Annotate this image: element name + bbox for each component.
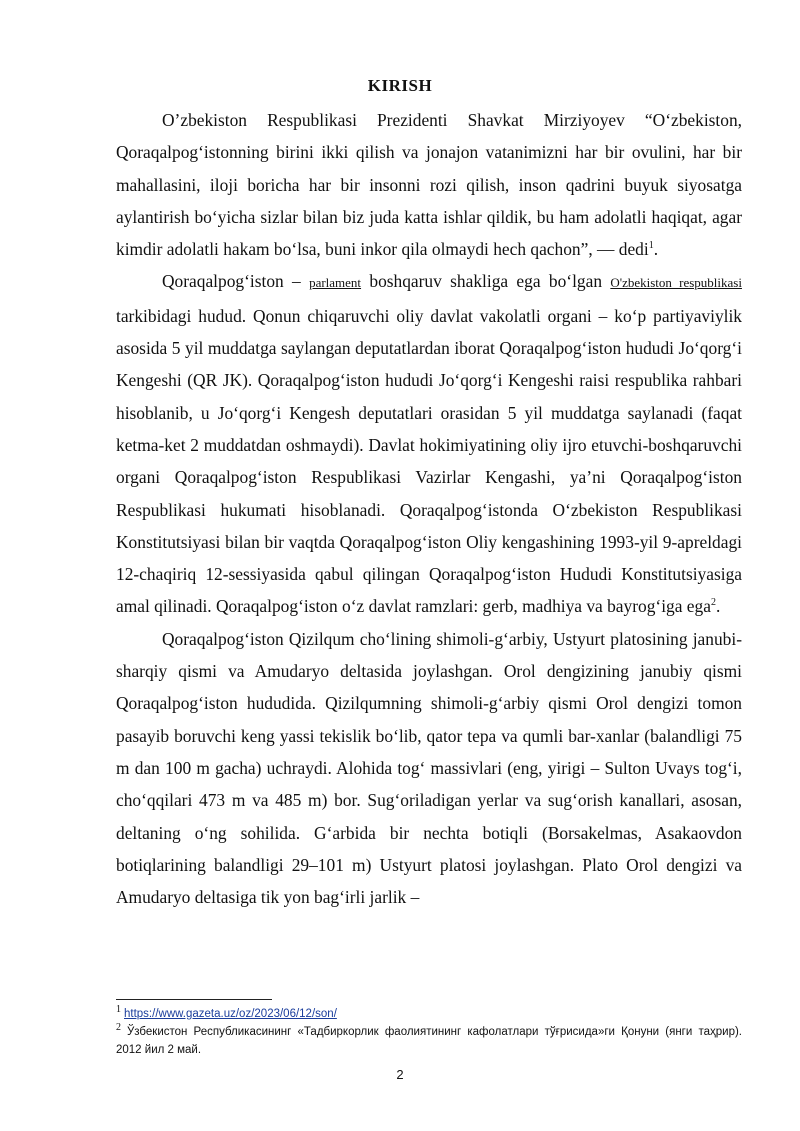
paragraph-2-mid: boshqaruv shakliga ega bo‘lgan	[369, 271, 603, 292]
page-number: 2	[396, 1067, 404, 1082]
paragraph-1-text: O’zbekiston Respublikasi Prezidenti Shavkat Mirziyoyev “O‘zbekiston, Qoraqalpog‘istonning birini ikki qilish va jonajon vatanimizni har bir ovulini, har bir mahallasini, iloji boricha har bir insonni rozi qilish, inson qadrini buyuk siyosatga aylantirish bo‘yicha sizlar bilan biz juda katta ishlar qildik, bu ham adolatli haqiqat, agar kimdir adolatli hakam bo‘lsa, buni inkor qila olmaydi hech qachon”, — dedi	[116, 110, 742, 260]
section-heading: KIRISH	[367, 76, 433, 95]
paragraph-2-lead: Qoraqalpog‘iston –	[162, 271, 301, 292]
paragraph-3	[116, 623, 742, 914]
body-text	[116, 104, 742, 913]
paragraph-2: Qoraqalpog‘iston – parlament boshqaruv shakliga ega bo‘lgan O'zbekiston respublikasi tarkibidagi hudud. Qonun chiqaruvchi oliy davlat vakolatli organi – ko‘p partiyaviylik asosida 5 yil muddatga saylangan deputatlardan iborat Qoraqalpog‘iston hududi Jo‘qorg‘i Kengeshi (QR JK). Qoraqalpog‘iston hududi Jo‘qorg‘i Kengeshi raisi respublika rahbari hisoblanib, u Jo‘qorg‘i Kengesh deputatlari orasidan 5 yil muddatga saylanadi (faqat ketma-ket 2 muddatdan oshmaydi). Davlat hokimiyatining oliy ijro etuvchi-boshqaruvchi organi Qoraqalpog‘iston Respublikasi Vazirlar Kengashi, ya’ni Qoraqalpog‘iston Respublikasi hukumati hisoblanadi. Qoraqalpog‘istonda O‘zbekiston Respublikasi Konstitutsiyasi bilan bir vaqtda Qoraqalpog‘iston Oliy kengashining 1993-yil 9-apreldagi 12-chaqiriq 12-sessiyasida qabul qilingan Qoraqalpog‘iston Hududi Konstitutsiyasiga amal qilinadi. Qoraqalpog‘iston o‘z davlat ramzlari: gerb, madhiya va bayrog‘iga ega$^2$.	[116, 271, 742, 617]
footnote-ref-1[interactable]: 1	[648, 240, 654, 252]
footnote-1	[116, 1005, 742, 1023]
footnote-1-link[interactable]: https://www.gazeta.uz/oz/2023/06/12/son/	[124, 1008, 337, 1020]
footnote-divider	[116, 999, 272, 1000]
paragraph-3-text: Qoraqalpog‘iston Qizilqum cho‘lining shimoli-g‘arbiy, Ustyurt platosining janubi-sharqiy qismi va Amudaryo deltasida joylashgan. Orol dengizining janubiy qismi Qoraqalpog‘iston hududida. Qizilqumning shimoli-g‘arbiy qismi Orol dengizi tomon pasayib boruvchi keng yassi tekislik bo‘lib, qator tepa va qumli bar-xanlar (balandligi 75 m dan 100 m gacha) uchraydi. Alohida tog‘ massivlari (eng, yirigi – Sulton Uvays tog‘i, cho‘qqilari 473 m va 485 m) bor. Sug‘oriladigan yerlar va sug‘orish kanallari, asosan, deltaning o‘ng sohilida. G‘arbida bir nechta botiqli (Borsakelmas, Asakaovdon botiqlarining balandligi 29–101 m) Ustyurt platosi joylashgan. Plato Orol dengizi va Amudaryo deltasiga tik yon bag‘irli jarlik –	[116, 628, 742, 908]
uzbekistan-republic-link[interactable]: O'zbekiston respublikasi	[610, 275, 742, 291]
footnote-2	[116, 1023, 742, 1059]
footnote-2-text: Ўзбекистон Республикасининг «Тадбиркорлик фаолиятининг кафолатлари тўғрисида»ги Қонуни (янги таҳрир). 2012 йил 2 май.	[116, 1026, 743, 1056]
footnotes	[116, 1005, 742, 1059]
footnote-ref-2[interactable]: 2	[710, 597, 716, 609]
footnote-2-number: 2	[116, 1022, 121, 1033]
paragraph-1: O’zbekiston Respublikasi Prezidenti Shavkat Mirziyoyev “O‘zbekiston, Qoraqalpog‘istonning birini ikki qilish va jonajon vatanimizni har bir ovulini, har bir mahallasini, iloji boricha har bir insonni rozi qilish, inson qadrini buyuk siyosatga aylantirish bo‘yicha sizlar bilan biz juda katta ishlar qildik, bu ham adolatli haqiqat, agar kimdir adolatli hakam bo‘lsa, buni inkor qila olmaydi hech qachon”, — dedi$^1$.	[116, 110, 742, 260]
footnote-1-number: 1	[116, 1004, 121, 1015]
paragraph-2-text: tarkibidagi hudud. Qonun chiqaruvchi oliy davlat vakolatli organi – ko‘p partiyaviylik asosida 5 yil muddatga saylangan deputatlardan iborat Qoraqalpog‘iston hududi Jo‘qorg‘i Kengeshi (QR JK). Qoraqalpog‘iston hududi Jo‘qorg‘i Kengeshi raisi respublika rahbari hisoblanib, u Jo‘qorg‘i Kengesh deputatlari orasidan 5 yil muddatga saylanadi (faqat ketma-ket 2 muddatdan oshmaydi). Davlat hokimiyatining oliy ijro etuvchi-boshqaruvchi organi Qoraqalpog‘iston Respublikasi Vazirlar Kengashi, ya’ni Qoraqalpog‘iston Respublikasi hukumati hisoblanadi. Qoraqalpog‘istonda O‘zbekiston Respublikasi Konstitutsiyasi bilan bir vaqtda Qoraqalpog‘iston Oliy kengashining 1993-yil 9-apreldagi 12-chaqiriq 12-sessiyasida qabul qilingan Qoraqalpog‘iston Hududi Konstitutsiyasiga amal qilinadi. Qoraqalpog‘iston o‘z davlat ramzlari: gerb, madhiya va bayrog‘iga ega	[116, 305, 742, 617]
parlament-link[interactable]: parlament	[309, 275, 362, 291]
